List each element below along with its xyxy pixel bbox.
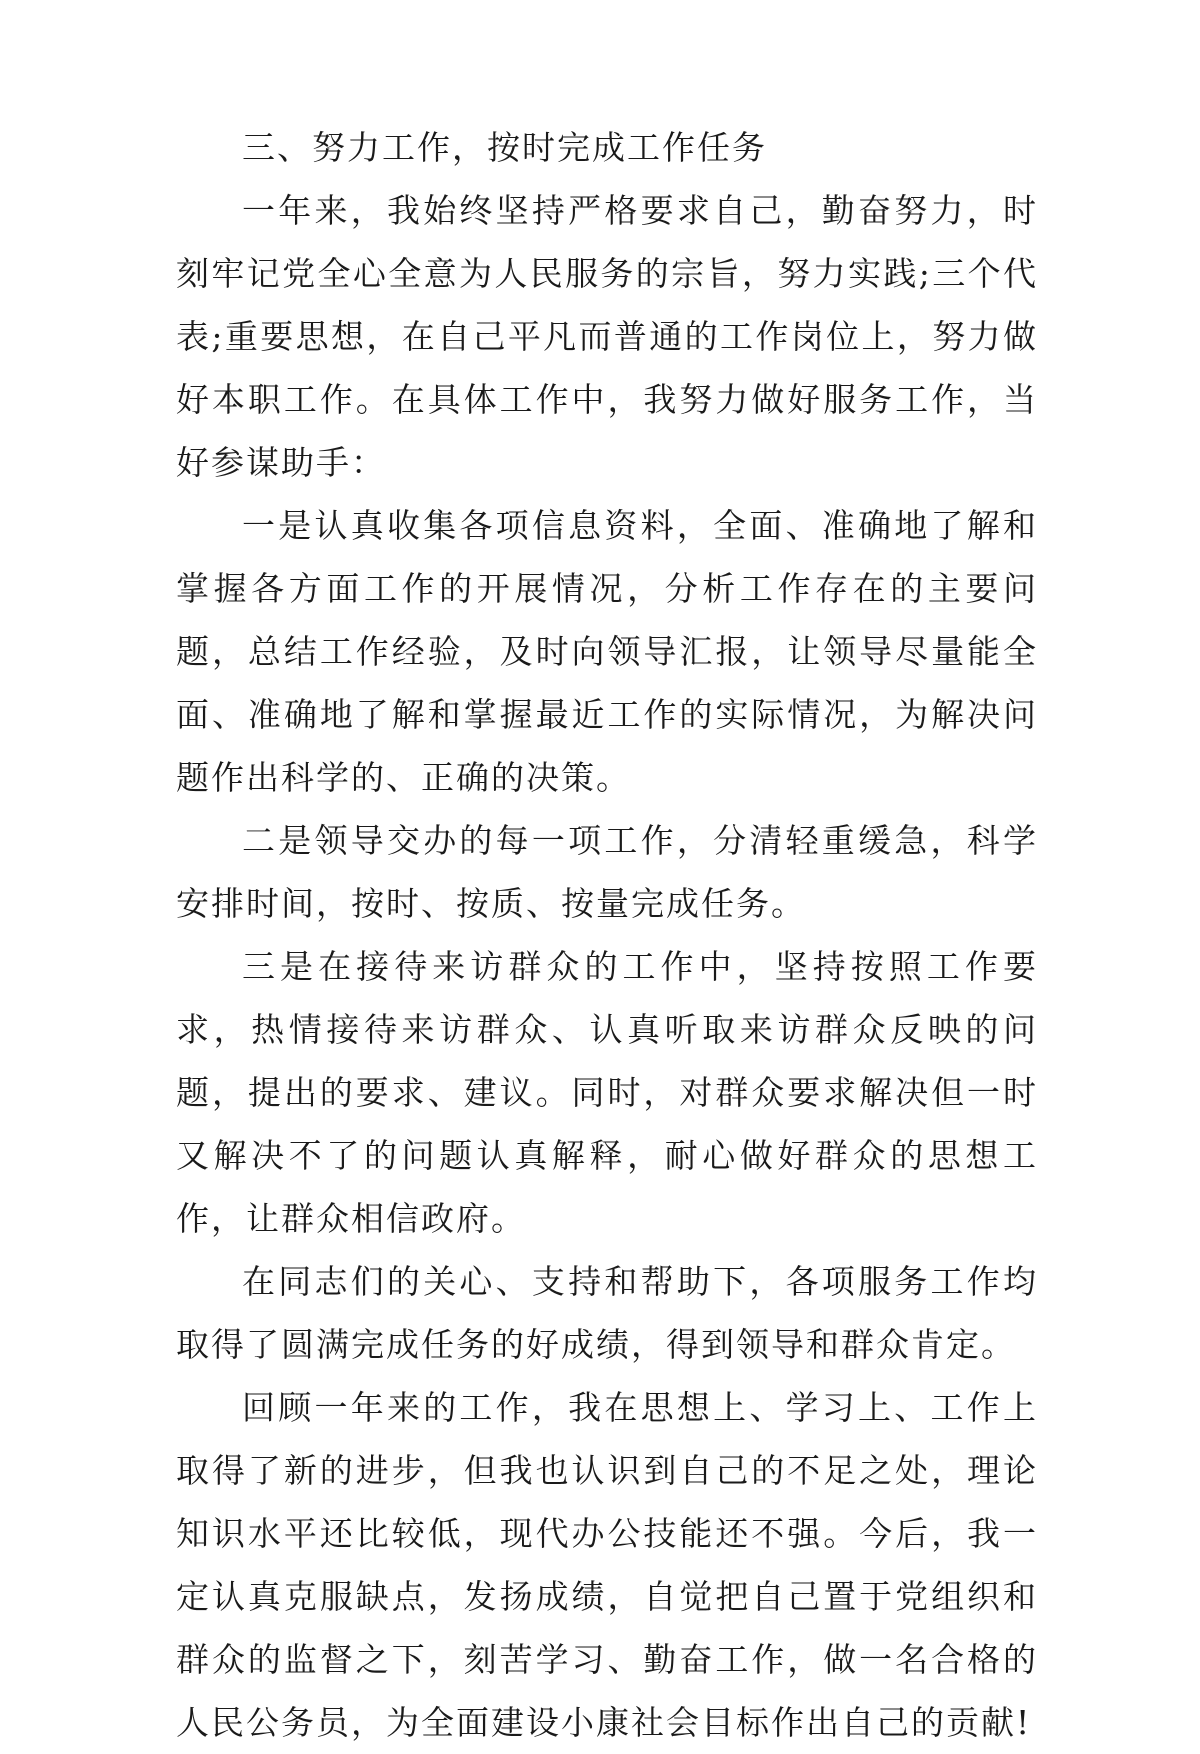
paragraph-review: 回顾一年来的工作，我在思想上、学习上、工作上取得了新的进步，但我也认识到自己的不足之处，理论知识水平还比较低，现代办公技能还不强。今后，我一定认真克服缺点，发扬成绩，自觉把自己置于党组织和群众的监督之下，刻苦学习、勤奋工作，做一名合格的人民公务员，为全面建设小康社会目标作出自己的贡献! [176,1388,1038,1742]
document-body [176,116,1038,1754]
paragraph-item-three: 三是在接待来访群众的工作中，坚持按照工作要求，热情接待来访群众、认真听取来访群众反映的问题，提出的要求、建议。同时，对群众要求解决但一时又解决不了的问题认真解释，耐心做好群众的思想工作，让群众相信政府。 [176,947,1038,1238]
paragraph-intro: 一年来，我始终坚持严格要求自己，勤奋努力，时刻牢记党全心全意为人民服务的宗旨，努力实践;三个代表;重要思想，在自己平凡而普通的工作岗位上，努力做好本职工作。在具体工作中，我努力做好服务工作，当好参谋助手： [176,191,1038,482]
section-heading: 三、努力工作，按时完成工作任务 [242,128,767,167]
paragraph-item-two: 二是领导交办的每一项工作，分清轻重缓急，科学安排时间，按时、按质、按量完成任务。 [176,821,1038,923]
paragraph-achievement: 在同志们的关心、支持和帮助下，各项服务工作均取得了圆满完成任务的好成绩，得到领导和群众肯定。 [176,1262,1038,1364]
paragraph-item-one: 一是认真收集各项信息资料，全面、准确地了解和掌握各方面工作的开展情况，分析工作存在的主要问题，总结工作经验，及时向领导汇报，让领导尽量能全面、准确地了解和掌握最近工作的实际情况，为解决问题作出科学的、正确的决策。 [176,506,1038,797]
